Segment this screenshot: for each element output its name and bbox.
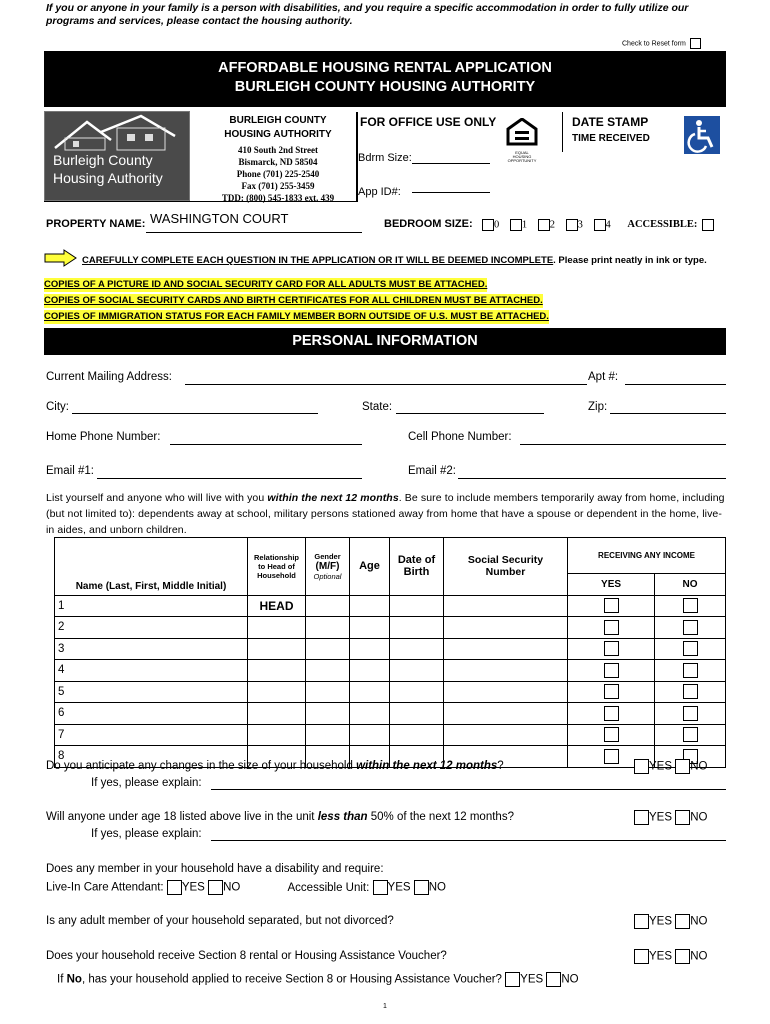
q2-no-label: NO — [690, 811, 708, 824]
income-no-cell — [655, 617, 726, 639]
highlight-immigration: COPIES OF IMMIGRATION STATUS FOR EACH FAMILY MEMBER BORN OUTSIDE OF U.S. MUST BE ATTACHED. — [44, 311, 549, 322]
income-yes-checkbox[interactable] — [604, 620, 619, 635]
reset-label: Check to Reset form — [622, 40, 686, 48]
home-phone-label: Home Phone Number: — [46, 431, 161, 443]
state-label: State: — [362, 401, 393, 413]
zip-field[interactable] — [610, 413, 726, 414]
accommodation-note: If you or anyone in your family is a person with disabilities, and you require a specific accommodation in order to fully utilize our programs and services, please contact the housing authority. — [46, 2, 689, 27]
agency-city: Bismarck, ND 58504 — [238, 157, 318, 167]
accessible-yes-checkbox[interactable] — [373, 880, 388, 895]
income-no-cell — [655, 681, 726, 703]
warning-underlined: CAREFULLY COMPLETE EACH QUESTION IN THE APPLICATION OR IT WILL BE DEEMED INCOMPLETE — [82, 255, 554, 266]
q4-no-label: NO — [690, 915, 708, 928]
age-cell[interactable] — [350, 660, 390, 682]
accessible-checkbox[interactable] — [702, 219, 714, 231]
age-cell[interactable] — [350, 595, 390, 617]
q6-yes-checkbox[interactable] — [505, 972, 520, 987]
question-under-18 — [46, 811, 514, 823]
page-number: 1 — [383, 1003, 387, 1010]
q2-text-c: 50% of the next 12 months? — [367, 811, 514, 823]
question-disability: Does any member in your household have a disability and require: — [46, 863, 384, 875]
q6-text-a: If — [57, 973, 67, 986]
household-row — [55, 724, 726, 746]
household-row — [55, 617, 726, 639]
eho-caption: EQUAL HOUSING OPPORTUNITY — [507, 150, 537, 163]
row-number: 1 — [58, 599, 65, 612]
q1-yes-checkbox[interactable] — [634, 759, 649, 774]
bedroom-size-label: BEDROOM SIZE: — [384, 218, 473, 230]
q1-answers — [634, 759, 707, 774]
question-household-change — [46, 760, 504, 772]
question-section8-applied — [57, 972, 579, 987]
title-line-2: BURLEIGH COUNTY HOUSING AUTHORITY — [234, 79, 536, 95]
warning-rest: . Please print neatly in ink or type. — [553, 255, 707, 266]
ssn-cell[interactable] — [444, 660, 568, 682]
ssn-cell[interactable] — [444, 617, 568, 639]
q1-text-c: ? — [497, 760, 504, 772]
col-income-header: RECEIVING ANY INCOME — [568, 538, 726, 574]
household-row — [55, 703, 726, 725]
col-income-yes: YES — [568, 574, 655, 596]
q1-text-b: within the next 12 months — [356, 760, 498, 772]
col-name-header: Name (Last, First, Middle Initial) — [55, 538, 248, 596]
row-number: 8 — [58, 750, 65, 763]
gender-cell[interactable] — [306, 638, 350, 660]
reset-form[interactable] — [622, 38, 701, 49]
bdrm-size-field[interactable] — [412, 163, 490, 164]
agency-address — [200, 114, 356, 204]
logo-line-1: Burleigh County — [53, 152, 153, 168]
property-name-label: PROPERTY NAME: — [46, 218, 146, 230]
income-yes-cell — [568, 638, 655, 660]
row-number: 7 — [58, 728, 65, 741]
income-no-checkbox[interactable] — [683, 598, 698, 613]
relationship-cell[interactable] — [248, 681, 306, 703]
bedroom-3-checkbox[interactable] — [566, 219, 578, 231]
divider — [562, 112, 563, 152]
member-name-cell[interactable] — [55, 638, 248, 660]
col-ssn-header: Social Security Number — [444, 538, 568, 596]
dob-cell[interactable] — [390, 638, 444, 660]
row-number: 2 — [58, 621, 65, 634]
income-yes-cell — [568, 617, 655, 639]
income-yes-cell — [568, 681, 655, 703]
agency-phone: Phone (701) 225-2540 — [236, 169, 320, 179]
home-phone-field[interactable] — [170, 444, 362, 445]
relationship-cell[interactable] — [248, 595, 306, 617]
accessible-no-label: NO — [428, 881, 446, 894]
income-no-checkbox[interactable] — [683, 706, 698, 721]
section-title: PERSONAL INFORMATION — [44, 328, 726, 355]
q5-yes-checkbox[interactable] — [634, 949, 649, 964]
bedroom-1-checkbox[interactable] — [510, 219, 522, 231]
email2-label: Email #2: — [408, 465, 456, 477]
ssn-cell[interactable] — [444, 724, 568, 746]
q4-answers — [634, 914, 707, 929]
age-cell[interactable] — [350, 617, 390, 639]
dob-cell[interactable] — [390, 724, 444, 746]
income-yes-checkbox[interactable] — [604, 684, 619, 699]
dob-cell[interactable] — [390, 617, 444, 639]
age-cell[interactable] — [350, 724, 390, 746]
household-table — [54, 537, 726, 768]
bedroom-size-options — [482, 219, 714, 231]
bedroom-3-label: 3 — [577, 219, 583, 231]
household-row — [55, 638, 726, 660]
question-section8: Does your household receive Section 8 rental or Housing Assistance Voucher? — [46, 950, 447, 962]
member-name-cell[interactable] — [55, 703, 248, 725]
household-row — [55, 660, 726, 682]
income-yes-checkbox[interactable] — [604, 641, 619, 656]
agency-tdd: TDD: (800) 545-1833 ext. 439 — [221, 193, 335, 203]
property-name-value: WASHINGTON COURT — [150, 211, 289, 226]
col-relationship-header: Relationship to Head of Household — [248, 538, 306, 596]
q4-yes-label: YES — [649, 915, 673, 928]
q5-answers — [634, 949, 707, 964]
q2-yes-label: YES — [649, 811, 673, 824]
agency-logo — [44, 111, 190, 201]
office-use-title: FOR OFFICE USE ONLY — [360, 115, 497, 129]
agency-name-1: BURLEIGH COUNTY — [229, 115, 327, 126]
cell-phone-label: Cell Phone Number: — [408, 431, 512, 443]
apt-label: Apt #: — [588, 371, 619, 383]
q6-yes-label: YES — [520, 973, 544, 986]
q1-no-label: NO — [690, 760, 708, 773]
income-no-checkbox[interactable] — [683, 727, 698, 742]
q2-text-b: less than — [317, 811, 368, 823]
income-yes-checkbox[interactable] — [604, 749, 619, 764]
q2-text-a: Will anyone under age 18 listed above live in the unit — [46, 811, 318, 823]
q4-yes-checkbox[interactable] — [634, 914, 649, 929]
row-number: 3 — [58, 642, 65, 655]
live-in-no-checkbox[interactable] — [208, 880, 223, 895]
q2-explain-field[interactable] — [211, 840, 726, 841]
member-name-cell[interactable] — [55, 660, 248, 682]
col-age-header: Age — [350, 538, 390, 596]
member-name-cell[interactable] — [55, 681, 248, 703]
q2-yes-checkbox[interactable] — [634, 810, 649, 825]
house-logo-icon — [45, 112, 191, 152]
age-cell[interactable] — [350, 681, 390, 703]
q1-text-a: Do you anticipate any changes in the size of your household — [46, 760, 357, 772]
email1-field[interactable] — [97, 478, 362, 479]
gender-cell[interactable] — [306, 595, 350, 617]
q5-no-label: NO — [690, 950, 708, 963]
mailing-address-label: Current Mailing Address: — [46, 371, 172, 383]
wheelchair-icon — [684, 116, 720, 154]
q1-explain-field[interactable] — [211, 789, 726, 790]
gender-cell[interactable] — [306, 660, 350, 682]
instructions-part2: . Be sure to include members temporarily away from home, including (but not limited to): dependents away at school, military persons stationed away from home that have a spouse or dependent in the home, live-in aides, and unborn children. — [46, 492, 725, 536]
gender-label: Gender — [314, 551, 341, 561]
income-no-cell — [655, 724, 726, 746]
reset-checkbox[interactable] — [690, 38, 701, 49]
row-number: 5 — [58, 685, 65, 698]
income-yes-cell — [568, 660, 655, 682]
q1-yes-label: YES — [649, 760, 673, 773]
gender-sub: (M/F) — [315, 560, 340, 572]
instructions-part1: List yourself and anyone who will live with you — [46, 492, 268, 504]
age-cell[interactable] — [350, 703, 390, 725]
bedroom-4-label: 4 — [605, 219, 611, 231]
logo-line-2: Housing Authority — [53, 170, 163, 186]
bedroom-4-checkbox[interactable] — [594, 219, 606, 231]
email2-field[interactable] — [458, 478, 726, 479]
divider — [44, 201, 358, 202]
income-no-cell — [655, 660, 726, 682]
bedroom-2-checkbox[interactable] — [538, 219, 550, 231]
zip-label: Zip: — [588, 401, 608, 413]
accessible-label: ACCESSIBLE: — [627, 219, 698, 231]
ssn-cell[interactable] — [444, 681, 568, 703]
income-no-checkbox[interactable] — [683, 620, 698, 635]
dob-cell[interactable] — [390, 660, 444, 682]
ssn-cell[interactable] — [444, 595, 568, 617]
q2-explain-label: If yes, please explain: — [91, 828, 202, 840]
income-no-checkbox[interactable] — [683, 684, 698, 699]
gender-cell[interactable] — [306, 724, 350, 746]
col-gender-header — [306, 538, 350, 596]
household-instructions — [46, 490, 726, 538]
agency-street: 410 South 2nd Street — [237, 145, 319, 155]
household-row — [55, 681, 726, 703]
app-id-label: App ID#: — [358, 186, 401, 198]
agency-name-2: HOUSING AUTHORITY — [224, 129, 332, 140]
income-yes-cell — [568, 703, 655, 725]
head-label: HEAD — [259, 598, 294, 613]
income-no-checkbox[interactable] — [683, 663, 698, 678]
q1-explain-label: If yes, please explain: — [91, 777, 202, 789]
q6-no-checkbox[interactable] — [546, 972, 561, 987]
income-no-checkbox[interactable] — [683, 641, 698, 656]
mailing-address-field[interactable] — [185, 384, 587, 385]
title-banner — [44, 51, 726, 107]
col-income-no: NO — [655, 574, 726, 596]
q5-yes-label: YES — [649, 950, 673, 963]
income-no-cell — [655, 638, 726, 660]
bedroom-0-label: 0 — [494, 219, 500, 231]
city-field[interactable] — [72, 413, 318, 414]
row-number: 4 — [58, 664, 65, 677]
gender-cell[interactable] — [306, 703, 350, 725]
gender-optional: Optional — [313, 571, 342, 581]
property-name-field[interactable] — [146, 232, 362, 233]
household-row — [55, 595, 726, 617]
question-separated: Is any adult member of your household separated, but not divorced? — [46, 915, 394, 927]
income-yes-checkbox[interactable] — [604, 706, 619, 721]
relationship-cell[interactable] — [248, 617, 306, 639]
relationship-cell[interactable] — [248, 638, 306, 660]
q6-no-label: NO — [561, 973, 579, 986]
question-disability-options — [46, 880, 446, 895]
q6-text-b: No — [66, 973, 82, 986]
income-yes-cell — [568, 724, 655, 746]
income-yes-cell — [568, 595, 655, 617]
row-number: 6 — [58, 707, 65, 720]
income-yes-checkbox[interactable] — [604, 663, 619, 678]
date-stamp-label: DATE STAMP — [572, 115, 649, 129]
live-in-label: Live-In Care Attendant: — [46, 881, 164, 894]
accessible-yes-label: YES — [387, 881, 411, 894]
dob-cell[interactable] — [390, 595, 444, 617]
app-id-field[interactable] — [412, 192, 490, 193]
q5-no-checkbox[interactable] — [675, 949, 690, 964]
q2-answers — [634, 810, 707, 825]
col-dob-header: Date of Birth — [390, 538, 444, 596]
member-name-cell[interactable] — [55, 724, 248, 746]
income-no-cell — [655, 703, 726, 725]
age-cell[interactable] — [350, 638, 390, 660]
bedroom-2-label: 2 — [549, 219, 555, 231]
dob-cell[interactable] — [390, 703, 444, 725]
relationship-cell[interactable] — [248, 703, 306, 725]
state-field[interactable] — [396, 413, 544, 414]
live-in-yes-checkbox[interactable] — [167, 880, 182, 895]
highlight-adults: COPIES OF A PICTURE ID AND SOCIAL SECURITY CARD FOR ALL ADULTS MUST BE ATTACHED. — [44, 279, 488, 290]
relationship-cell[interactable] — [248, 724, 306, 746]
q2-no-checkbox[interactable] — [675, 810, 690, 825]
highlight-children: COPIES OF SOCIAL SECURITY CARDS AND BIRTH CERTIFICATES FOR ALL CHILDREN MUST BE ATTACHED. — [44, 295, 543, 306]
apt-field[interactable] — [625, 384, 726, 385]
income-yes-checkbox[interactable] — [604, 598, 619, 613]
completion-warning — [82, 255, 707, 266]
income-no-cell — [655, 595, 726, 617]
dob-cell[interactable] — [390, 681, 444, 703]
live-in-yes-label: YES — [181, 881, 205, 894]
relationship-cell[interactable] — [248, 660, 306, 682]
agency-fax: Fax (701) 255-3459 — [241, 181, 315, 191]
q1-no-checkbox[interactable] — [675, 759, 690, 774]
bedroom-1-label: 1 — [521, 219, 528, 231]
accessible-unit-label: Accessible Unit: — [287, 881, 370, 894]
cell-phone-field[interactable] — [520, 444, 726, 445]
q4-no-checkbox[interactable] — [675, 914, 690, 929]
title-line-1: AFFORDABLE HOUSING RENTAL APPLICATION — [218, 60, 552, 76]
live-in-no-label: NO — [223, 881, 241, 894]
ssn-cell[interactable] — [444, 638, 568, 660]
income-yes-checkbox[interactable] — [604, 727, 619, 742]
instructions-emphasis: within the next 12 months — [267, 492, 399, 504]
city-label: City: — [46, 401, 69, 413]
ssn-cell[interactable] — [444, 703, 568, 725]
member-name-cell[interactable] — [55, 595, 248, 617]
equal-housing-icon — [506, 118, 538, 163]
gender-cell[interactable] — [306, 681, 350, 703]
accessible-no-checkbox[interactable] — [414, 880, 429, 895]
bdrm-size-label: Bdrm Size: — [358, 152, 412, 164]
member-name-cell[interactable] — [55, 617, 248, 639]
time-received-label: TIME RECEIVED — [572, 133, 650, 144]
arrow-right-icon — [44, 249, 78, 267]
email1-label: Email #1: — [46, 465, 94, 477]
bedroom-0-checkbox[interactable] — [482, 219, 494, 231]
q6-text-c: , has your household applied to receive Section 8 or Housing Assistance Voucher? — [81, 973, 502, 986]
gender-cell[interactable] — [306, 617, 350, 639]
